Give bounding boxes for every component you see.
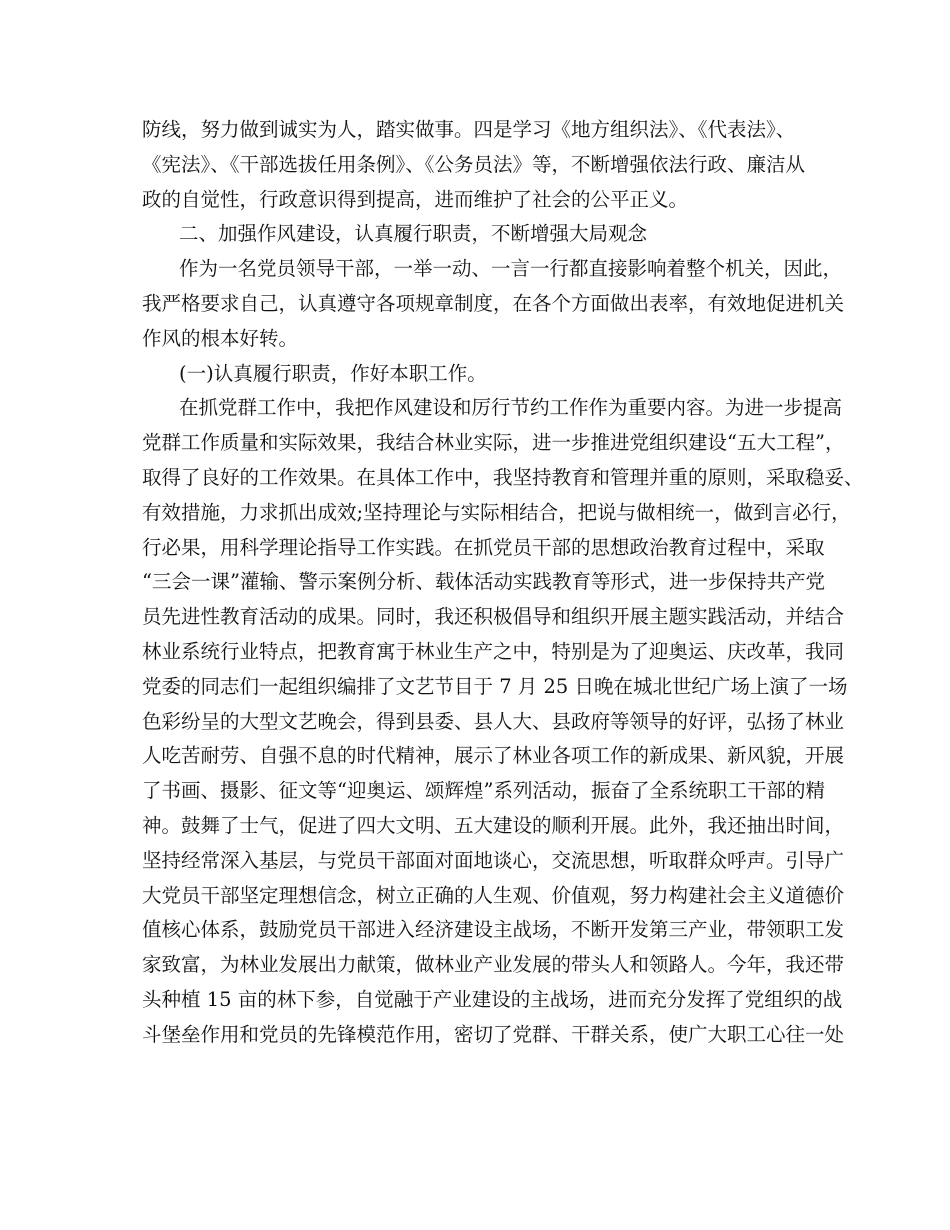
text-line: 坚持经常深入基层，与党员干部面对面地谈心，交流思想，听取群众呼声。引导广 — [142, 848, 845, 872]
text-line: 作为一名党员领导干部，一举一动、一言一行都直接影响着整个机关，因此， — [179, 257, 843, 281]
text-line: 人吃苦耐劳、自强不息的时代精神，展示了林业各项工作的新成果、新风貌，开展 — [142, 744, 845, 768]
text-line: 色彩纷呈的大型文艺晚会，得到县委、县人大、县政府等领导的好评，弘扬了林业 — [142, 709, 845, 733]
text-line: “三会一课”灌输、警示案例分析、载体活动实践教育等形式，进一步保持共产党 — [142, 570, 825, 594]
text-line: 防线，努力做到诚实为人，踏实做事。四是学习《地方组织法》、《代表法》、 — [142, 118, 796, 141]
text-line: 斗堡垒作用和党员的先锋模范作用，密切了党群、干群关系，使广大职工心往一处 — [142, 1022, 845, 1046]
text-line: 头种植 15 亩的林下参，自觉融于产业建设的主战场，进而充分发挥了党组织的战 — [142, 987, 843, 1011]
text-line: 员先进性教育活动的成果。同时，我还积极倡导和组织开展主题实践活动，并结合 — [142, 605, 845, 629]
text-line: 二、加强作风建设，认真履行职责，不断增强大局观念 — [179, 222, 648, 246]
text-line: 值核心体系，鼓励党员干部进入经济建设主战场，不断开发第三产业，带领职工发 — [142, 918, 845, 942]
document-body — [142, 113, 864, 1053]
text-line: 行必果，用科学理论指导工作实践。在抓党员干部的思想政治教育过程中，采取 — [142, 535, 825, 559]
text-line: 大党员干部坚定理想信念，树立正确的人生观、价值观，努力构建社会主义道德价 — [142, 883, 845, 907]
text-line: 在抓党群工作中，我把作风建设和厉行节约工作作为重要内容。为进一步提高 — [179, 396, 843, 420]
text-line: 我严格要求自己，认真遵守各项规章制度，在各个方面做出表率，有效地促进机关 — [142, 291, 845, 315]
text-line: 党委的同志们一起组织编排了文艺节目于 7 月 25 日晚在城北世纪广场上演了一场 — [142, 674, 848, 698]
text-line: 了书画、摄影、征文等“迎奥运、颂辉煌”系列活动，振奋了全系统职工干部的精 — [142, 779, 825, 803]
text-line: 林业系统行业特点，把教育寓于林业生产之中，特别是为了迎奥运、庆改革，我同 — [142, 639, 845, 663]
text-line: 取得了良好的工作效果。在具体工作中，我坚持教育和管理并重的原则，采取稳妥、 — [142, 465, 864, 489]
text-line: 作风的根本好转。 — [142, 326, 299, 350]
text-line: 《宪法》、《干部选拔任用条例》、《公务员法》等，不断增强依法行政、廉洁从 — [142, 152, 806, 176]
text-line: 有效措施，力求抓出成效;坚持理论与实际相结合，把说与做相统一，做到言必行， — [142, 500, 851, 524]
text-line: (一)认真履行职责，作好本职工作。 — [179, 361, 487, 385]
text-line: 神。鼓舞了士气，促进了四大文明、五大建设的顺利开展。此外，我还抽出时间， — [142, 813, 845, 837]
text-line: 家致富，为林业发展出力献策，做林业产业发展的带头人和领路人。今年，我还带 — [142, 953, 845, 977]
text-line: 政的自觉性，行政意识得到提高，进而维护了社会的公平正义。 — [142, 187, 689, 211]
text-line: 党群工作质量和实际效果，我结合林业实际，进一步推进党组织建设“五大工程”， — [142, 431, 845, 455]
